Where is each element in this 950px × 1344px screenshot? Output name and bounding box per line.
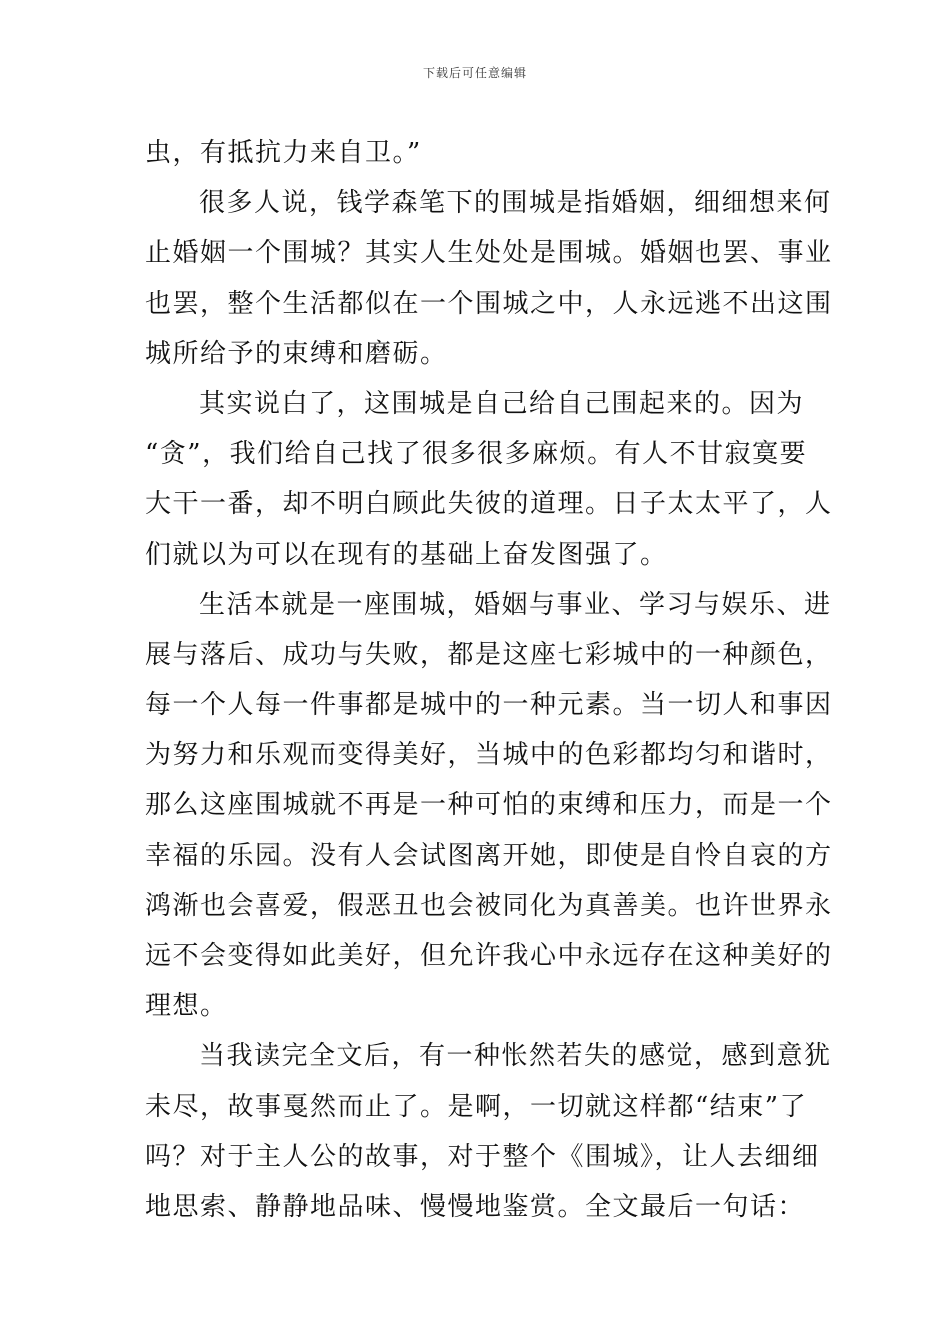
text-line: 止婚姻一个围城？其实人生处处是围城。婚姻也罢、事业 [145, 238, 833, 269]
text-line: 展与落后、成功与失败，都是这座七彩城中的一种颜色， [145, 639, 833, 670]
text-line: 未尽，故事戛然而止了。是啊，一切就这样都“结束”了 [145, 1091, 808, 1122]
text-line: 远不会变得如此美好，但允许我心中永远存在这种美好的 [145, 941, 833, 971]
text-line: 理想。 [145, 991, 228, 1022]
text-line: 城所给予的束缚和磨砺。 [145, 338, 448, 369]
text-line: 也罢，整个生活都似在一个围城之中，人永远逃不出这围 [145, 288, 833, 319]
text-line: 吗？对于主人公的故事，对于整个《围城》，让人去细细 [145, 1141, 820, 1172]
text-line: 那么这座围城就不再是一种可怕的束缚和压力，而是一个 [145, 790, 833, 821]
text-line: 幸福的乐园。没有人会试图离开她，即使是自怜自哀的方 [145, 840, 833, 871]
text-line: 地思索、静静地品味、慢慢地鉴赏。全文最后一句话： [145, 1191, 806, 1222]
paragraph-first-line: 其实说白了，这围城是自己给自己围起来的。因为 [199, 388, 805, 419]
text-line: 们就以为可以在现有的基础上奋发图强了。 [145, 539, 668, 570]
text-line: 鸿渐也会喜爱，假恶丑也会被同化为真善美。也许世界永 [145, 890, 833, 921]
text-line: 虫，有抵抗力来自卫。” [145, 138, 422, 168]
paragraph-first-line: 很多人说，钱学森笔下的围城是指婚姻，细细想来何 [199, 188, 832, 219]
text-line: 每一个人每一件事都是城中的一种元素。当一切人和事因 [145, 690, 833, 721]
text-line: 为努力和乐观而变得美好，当城中的色彩都均匀和谐时， [145, 740, 833, 771]
document-body [145, 128, 833, 1232]
text-line: “贪”，我们给自己找了很多很多麻烦。有人不甘寂寞要 [145, 439, 808, 470]
page-header: 下载后可任意编辑 [422, 66, 527, 80]
paragraph-first-line: 生活本就是一座围城，婚姻与事业、学习与娱乐、进 [199, 589, 832, 620]
paragraph-first-line: 当我读完全文后，有一种怅然若失的感觉，感到意犹 [199, 1041, 832, 1072]
text-line: 大干一番，却不明白顾此失彼的道理。日子太太平了，人 [145, 489, 833, 520]
